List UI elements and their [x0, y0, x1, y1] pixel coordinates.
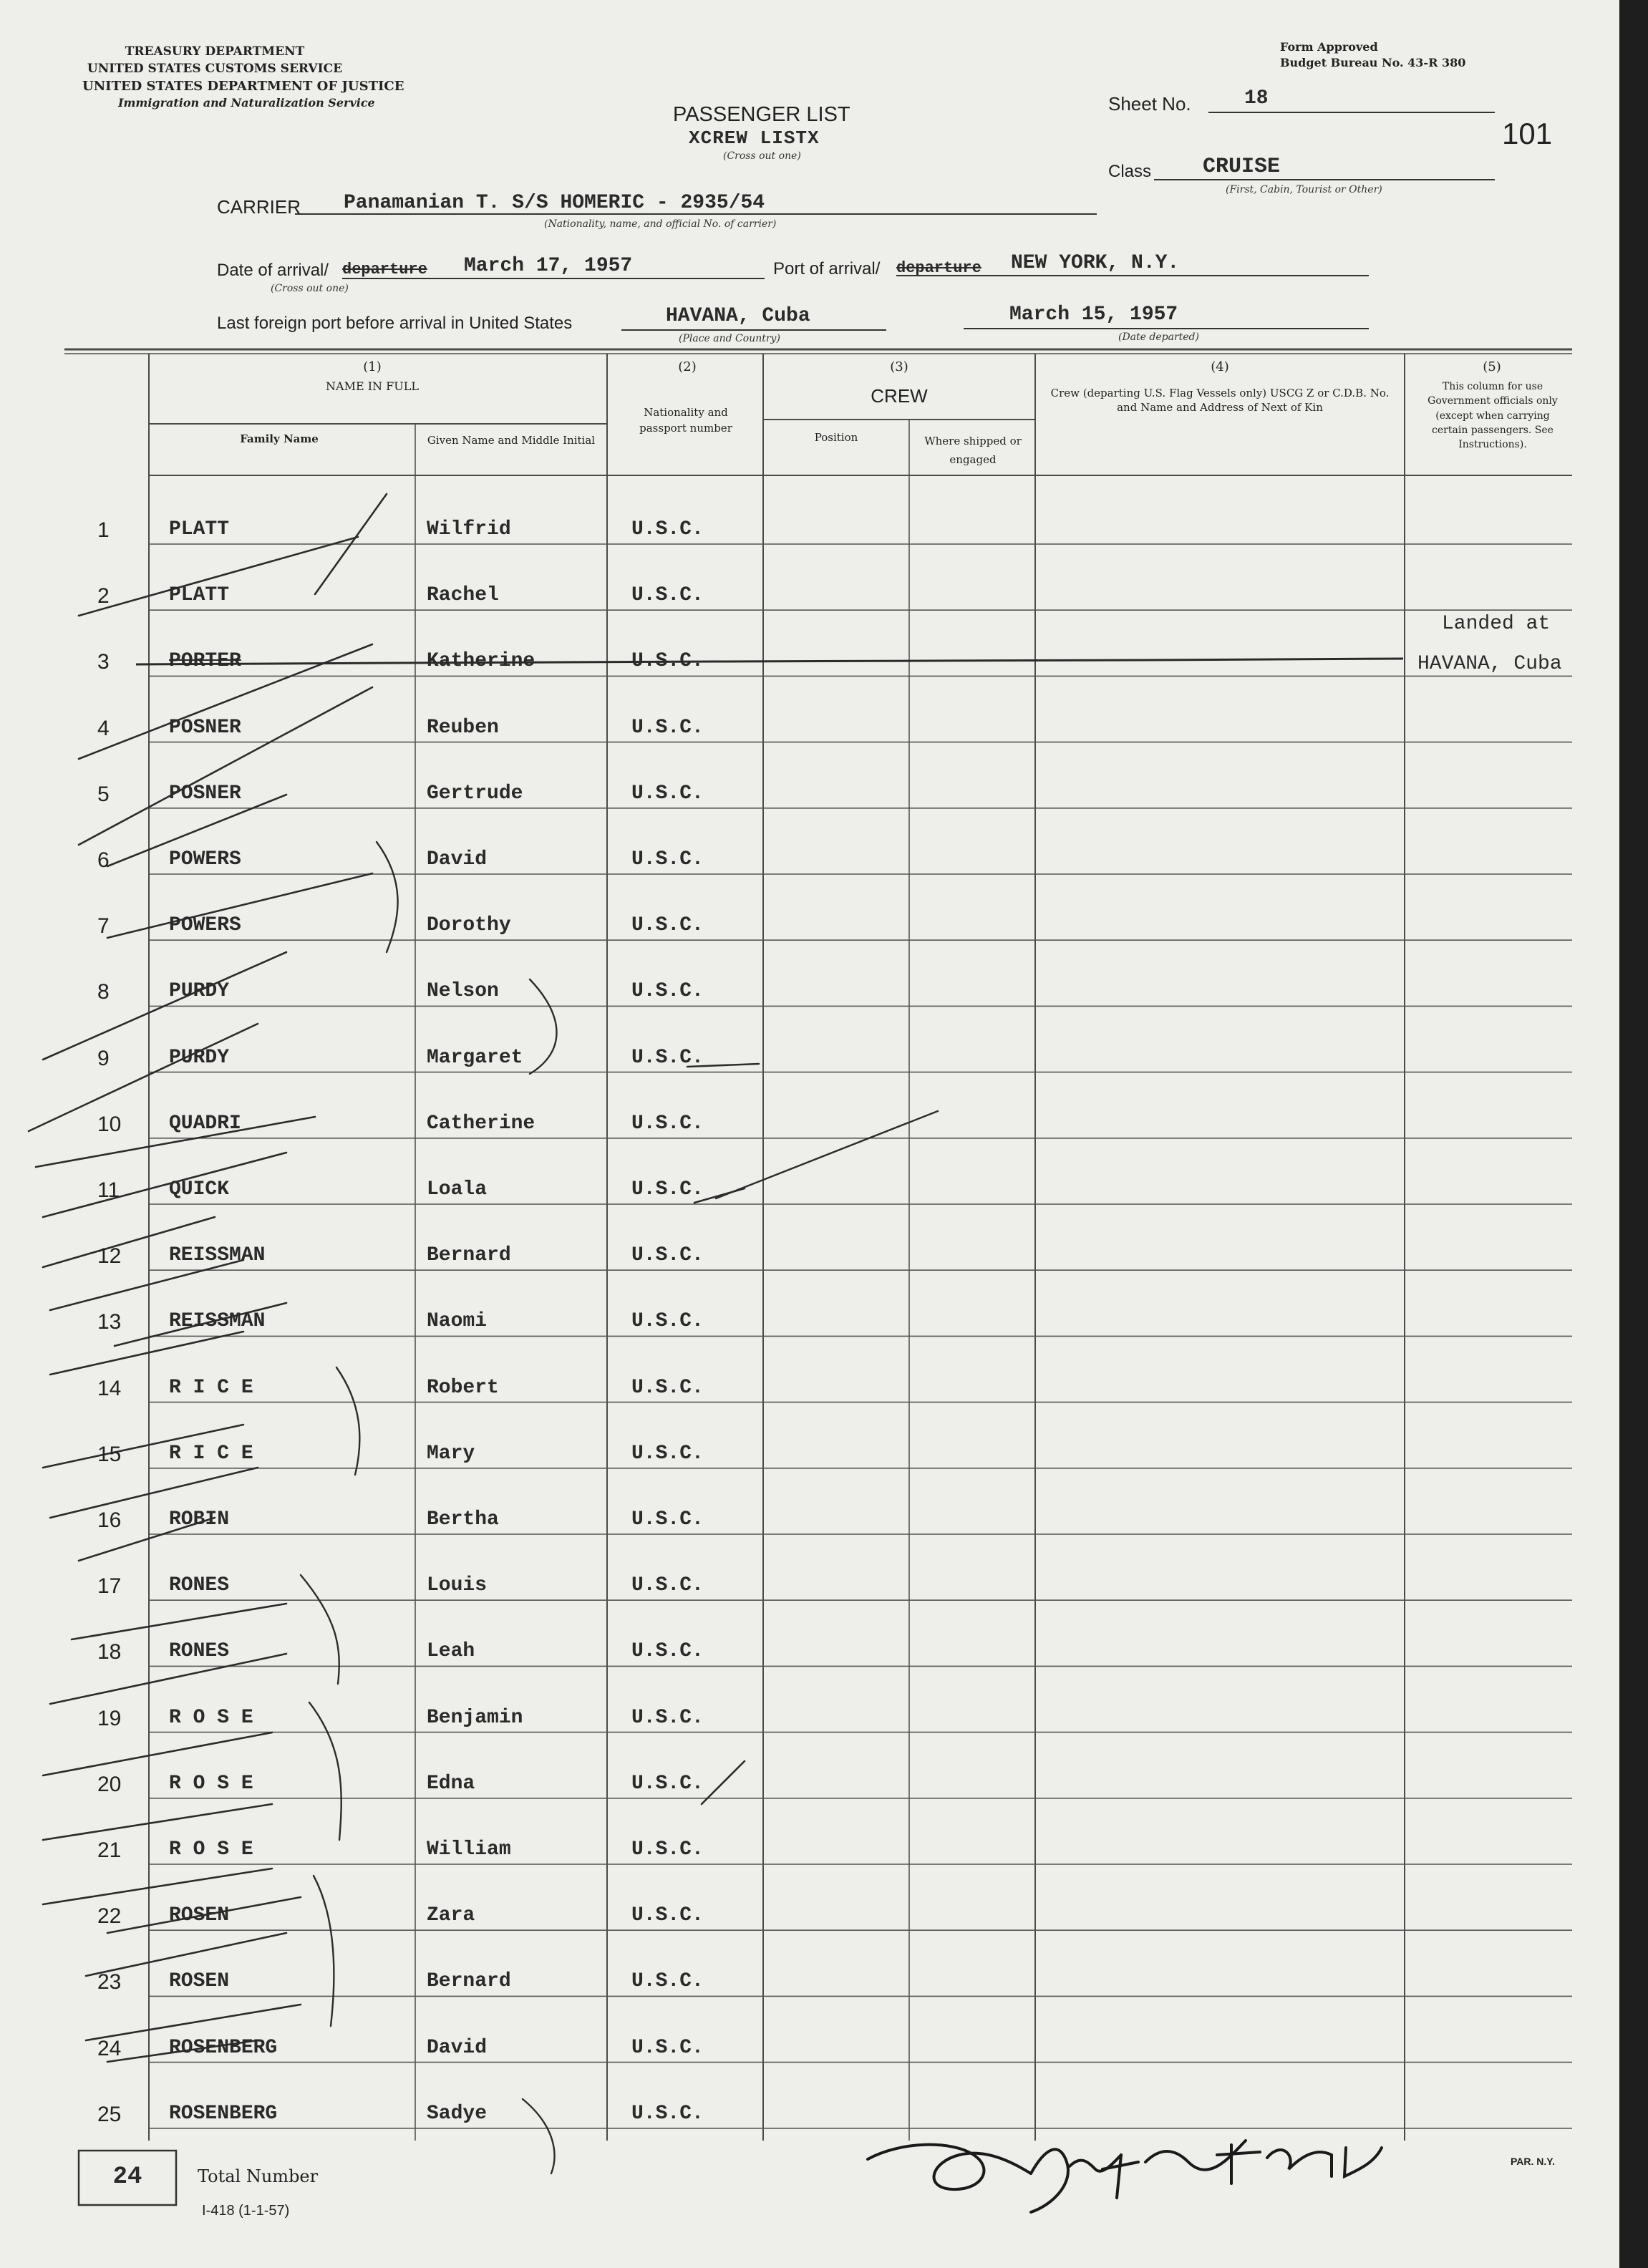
family-name-cell: POSNER: [169, 716, 241, 739]
carrier-label: CARRIER: [217, 196, 301, 218]
checkmark-stroke: [43, 1153, 286, 1217]
nationality-cell: U.S.C.: [631, 518, 704, 541]
foreign-port-value: HAVANA, Cuba: [666, 305, 810, 327]
checkmark-stroke: [86, 2005, 301, 2040]
foreign-port-note: (Place and Country): [679, 333, 780, 344]
family-name-cell: ROSENBERG: [169, 2036, 278, 2059]
row-number: 20: [97, 1772, 122, 1796]
row-number: 8: [97, 980, 110, 1004]
nationality-cell: U.S.C.: [631, 1574, 704, 1597]
col4-title: Crew (departing U.S. Flag Vessels only) USCG Z or C.D.B. No. and Name and Address of Next of Kin: [1050, 387, 1390, 414]
foreign-port-label: Last foreign port before arrival in United States: [217, 314, 573, 333]
form-approved: Form Approved: [1280, 40, 1378, 54]
row-number: 10: [97, 1112, 122, 1136]
row-number: 15: [97, 1442, 122, 1466]
given-name-cell: Rachel: [427, 584, 499, 607]
scan-edge: [1619, 0, 1648, 2268]
official-signature: [868, 2141, 1382, 2212]
row-number: 7: [97, 914, 110, 939]
family-name-cell: PORTER: [169, 650, 241, 673]
family-name-cell: PURDY: [169, 980, 230, 1003]
given-name-cell: Bertha: [427, 1508, 499, 1531]
row-number: 9: [97, 1046, 110, 1070]
row-number: 12: [97, 1244, 122, 1269]
family-name-cell: REISSMAN: [169, 1310, 266, 1333]
given-name-cell: Reuben: [427, 716, 499, 739]
checkmark-stroke: [50, 1654, 286, 1704]
row-number: 23: [97, 1970, 122, 1995]
nationality-cell: U.S.C.: [631, 1244, 704, 1267]
row-number: 2: [97, 584, 110, 609]
row-number: 14: [97, 1376, 122, 1400]
col2-title: Nationality and passport number: [639, 406, 732, 435]
checkmark-stroke: [50, 1260, 243, 1310]
family-name-cell: RONES: [169, 1574, 230, 1597]
date-departed-note: (Date departed): [1118, 331, 1199, 343]
nationality-cell: U.S.C.: [631, 584, 704, 607]
nationality-cell: U.S.C.: [631, 1442, 704, 1465]
row-number: 1: [97, 518, 110, 542]
printer-mark: PAR. N.Y.: [1511, 2156, 1555, 2167]
port-arrival-value: NEW YORK, N.Y.: [1011, 252, 1180, 274]
nationality-cell: U.S.C.: [631, 2036, 704, 2059]
family-name-cell: ROBIN: [169, 1508, 230, 1531]
date-departure-struck: departure: [342, 261, 427, 278]
row-number: 17: [97, 1574, 122, 1599]
nationality-cell: U.S.C.: [631, 914, 704, 937]
row-number: 16: [97, 1508, 122, 1532]
nationality-cell: U.S.C.: [631, 980, 704, 1003]
family-name-cell: R O S E: [169, 1772, 253, 1795]
nationality-cell: U.S.C.: [631, 1706, 704, 1729]
given-name-cell: David: [427, 2036, 488, 2059]
checkmark-stroke: [72, 1604, 286, 1639]
family-name-cell: POWERS: [169, 848, 241, 871]
given-name-cell: Zara: [427, 1904, 475, 1927]
row-number: 6: [97, 848, 110, 872]
family-name-cell: RONES: [169, 1640, 230, 1663]
col-where-shipped: Where shipped or engaged: [924, 435, 1022, 466]
agency-line-1: TREASURY DEPARTMENT: [125, 44, 305, 59]
nationality-cell: U.S.C.: [631, 650, 704, 673]
family-name-cell: PLATT: [169, 518, 230, 541]
row-number: 11: [97, 1178, 120, 1202]
checkmark-stroke: [43, 1804, 272, 1840]
date-arrival-label: Date of arrival/: [217, 261, 329, 280]
agency-line-2: UNITED STATES CUSTOMS SERVICE: [87, 62, 343, 76]
row-number: 3: [97, 650, 110, 674]
date-departed-value: March 15, 1957: [1009, 304, 1178, 326]
total-number-label: Total Number: [198, 2166, 319, 2186]
given-name-cell: Catherine: [427, 1112, 535, 1135]
port-departure-struck: departure: [896, 259, 981, 277]
given-name-cell: Edna: [427, 1772, 475, 1795]
family-name-cell: PLATT: [169, 584, 230, 607]
carrier-value: Panamanian T. S/S HOMERIC - 2935/54: [344, 192, 765, 214]
nationality-cell: U.S.C.: [631, 848, 704, 871]
date-note: (Cross out one): [271, 283, 349, 294]
title-passenger-list: PASSENGER LIST: [673, 103, 850, 126]
col4-number: (4): [1211, 359, 1229, 374]
col2-number: (2): [678, 359, 697, 374]
nationality-cell: U.S.C.: [631, 1970, 704, 1993]
nationality-cell: U.S.C.: [631, 716, 704, 739]
family-name-cell: ROSEN: [169, 1904, 230, 1927]
col1-number: (1): [363, 359, 382, 374]
given-name-cell: Bernard: [427, 1970, 511, 1993]
given-name-cell: Wilfrid: [427, 518, 511, 541]
row-number: 13: [97, 1310, 122, 1334]
family-name-cell: QUADRI: [169, 1112, 241, 1135]
given-name-cell: Robert: [427, 1376, 499, 1399]
sheet-number: 18: [1244, 87, 1269, 110]
nationality-cell: U.S.C.: [631, 1046, 704, 1069]
nationality-cell: U.S.C.: [631, 1376, 704, 1399]
col3-number: (3): [890, 359, 908, 374]
agency-line-4: Immigration and Naturalization Service: [118, 96, 375, 110]
family-name-cell: QUICK: [169, 1178, 230, 1201]
title-note: (Cross out one): [723, 150, 801, 162]
given-name-cell: Margaret: [427, 1046, 523, 1069]
nationality-cell: U.S.C.: [631, 1904, 704, 1927]
sheet-label: Sheet No.: [1108, 93, 1191, 115]
page-stamp-number: 101: [1502, 117, 1553, 150]
class-note: (First, Cabin, Tourist or Other): [1226, 184, 1382, 195]
budget-bureau: Budget Bureau No. 43-R 380: [1280, 56, 1466, 69]
given-name-cell: William: [427, 1838, 511, 1861]
given-name-cell: Leah: [427, 1640, 475, 1663]
checkmark-stroke: [43, 1869, 272, 1904]
nationality-cell: U.S.C.: [631, 1112, 704, 1135]
col-position: Position: [814, 431, 858, 444]
nationality-cell: U.S.C.: [631, 1838, 704, 1861]
given-name-cell: Katherine: [427, 650, 535, 673]
family-name-cell: R I C E: [169, 1376, 253, 1399]
row-number: 19: [97, 1706, 122, 1730]
given-name-cell: Sadye: [427, 2102, 488, 2125]
landed-note-line1: Landed at: [1442, 613, 1551, 635]
given-name-cell: Nelson: [427, 980, 499, 1003]
family-name-cell: POSNER: [169, 782, 241, 805]
checkmark-stroke: [79, 687, 372, 845]
col-family-name: Family Name: [240, 432, 319, 445]
class-value: CRUISE: [1203, 155, 1281, 179]
col3-title: CREW: [871, 385, 928, 407]
row-number: 21: [97, 1838, 122, 1862]
row-number: 18: [97, 1640, 122, 1664]
col-given-name: Given Name and Middle Initial: [427, 434, 596, 447]
landed-note-line2: HAVANA, Cuba: [1417, 653, 1562, 675]
given-name-cell: Gertrude: [427, 782, 523, 805]
given-name-cell: Loala: [427, 1178, 488, 1201]
checkmark-stroke: [86, 1933, 286, 1976]
nationality-cell: U.S.C.: [631, 1640, 704, 1663]
col5-title: This column for use Government officials only (except when carrying certain passengers. See Instructions).: [1428, 381, 1558, 451]
class-label: Class: [1108, 162, 1152, 181]
family-name-cell: R O S E: [169, 1838, 253, 1861]
nationality-cell: U.S.C.: [631, 1178, 704, 1201]
given-name-cell: Mary: [427, 1442, 475, 1465]
title-crew-list-struck: XCREW LISTX: [689, 127, 820, 149]
nationality-cell: U.S.C.: [631, 1508, 704, 1531]
family-name-cell: R I C E: [169, 1442, 253, 1465]
col1-title: NAME IN FULL: [326, 379, 419, 393]
total-number-value: 24: [112, 2163, 142, 2191]
carrier-note: (Nationality, name, and official No. of carrier): [544, 218, 777, 230]
row-number: 5: [97, 782, 110, 806]
family-name-cell: ROSEN: [169, 1970, 230, 1993]
family-name-cell: ROSENBERG: [169, 2102, 278, 2125]
given-name-cell: Benjamin: [427, 1706, 523, 1729]
given-name-cell: Bernard: [427, 1244, 511, 1267]
row-number: 25: [97, 2102, 122, 2126]
family-name-cell: PURDY: [169, 1046, 230, 1069]
nationality-cell: U.S.C.: [631, 1772, 704, 1795]
date-arrival-value: March 17, 1957: [464, 255, 633, 277]
agency-line-3: UNITED STATES DEPARTMENT OF JUSTICE: [82, 79, 404, 94]
given-name-cell: Naomi: [427, 1310, 488, 1333]
checkmark-stroke: [43, 1732, 272, 1775]
family-name-cell: R O S E: [169, 1706, 253, 1729]
row-number: 24: [97, 2036, 122, 2060]
col5-number: (5): [1483, 359, 1501, 374]
row-number: 22: [97, 1904, 122, 1929]
given-name-cell: Louis: [427, 1574, 488, 1597]
nationality-cell: U.S.C.: [631, 1310, 704, 1333]
form-number: I-418 (1-1-57): [202, 2203, 290, 2219]
given-name-cell: Dorothy: [427, 914, 511, 937]
row-number: 4: [97, 716, 110, 740]
family-name-cell: POWERS: [169, 914, 241, 937]
family-name-cell: REISSMAN: [169, 1244, 266, 1267]
given-name-cell: David: [427, 848, 488, 871]
nationality-cell: U.S.C.: [631, 2102, 704, 2125]
nationality-cell: U.S.C.: [631, 782, 704, 805]
port-arrival-label: Port of arrival/: [773, 259, 881, 278]
